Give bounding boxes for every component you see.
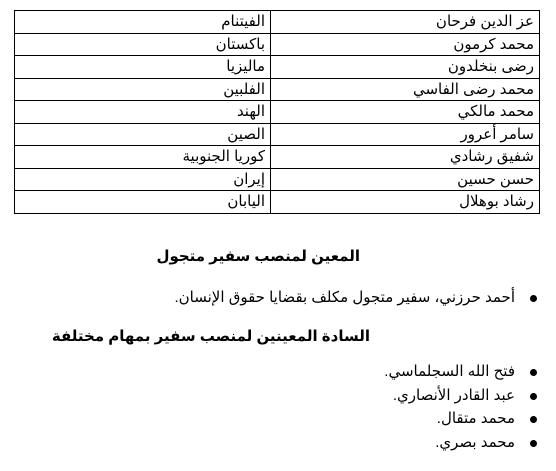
table-row [15, 11, 540, 34]
bullet-icon [530, 393, 537, 400]
ambassador-name-cell: محمد رضى الفاسي [271, 78, 540, 101]
country-cell: كوريا الجنوبية [15, 146, 271, 169]
table-row [15, 101, 540, 124]
country-cell: باكستان [15, 33, 271, 56]
country-cell: إيران [15, 168, 271, 191]
country-cell: الفيتنام [15, 11, 271, 34]
ambassador-assignments-table [14, 10, 540, 214]
ambassador-name-cell: محمد كرمون [271, 33, 540, 56]
bullet-icon [530, 416, 537, 423]
bullet-icon [530, 440, 537, 447]
bullet-icon [530, 295, 537, 302]
ambassador-name-cell: سامر أعرور [271, 123, 540, 146]
ambassador-name-cell: محمد مالكي [271, 101, 540, 124]
country-cell: الهند [15, 101, 271, 124]
ambassador-name-cell: حسن حسين [271, 168, 540, 191]
ambassador-name-cell: رضى بنخلدون [271, 56, 540, 79]
bullet-icon [530, 369, 537, 376]
table-row [15, 56, 540, 79]
roving-ambassador-heading: المعين لمنصب سفير متجول [156, 248, 360, 265]
list-item-text: فتح الله السجلماسي. [384, 363, 515, 380]
list-item-text: عبد القادر الأنصاري. [392, 386, 515, 404]
table-row [15, 123, 540, 146]
ambassador-name-cell: رشاد بوهلال [271, 191, 540, 214]
table-row [15, 33, 540, 56]
ambassador-name-cell: عز الدين فرحان [271, 11, 540, 34]
various-missions-list [384, 360, 542, 454]
country-cell: ماليزيا [15, 56, 271, 79]
list-item [175, 286, 543, 310]
list-item [384, 360, 542, 384]
list-item [384, 384, 542, 408]
various-missions-heading: السادة المعينين لمنصب سفير بمهام مختلفة [51, 328, 370, 345]
table-row [15, 168, 540, 191]
list-item-text: محمد متقال. [436, 410, 515, 427]
list-item-text: أحمد حرزني، سفير متجول مكلف بقضايا حقوق الإنسان. [174, 289, 515, 306]
table-row [15, 78, 540, 101]
country-cell: الفلبين [15, 78, 271, 101]
list-item [384, 407, 542, 431]
country-cell: الصين [15, 123, 271, 146]
table-row [15, 191, 540, 214]
ambassador-name-cell: شفيق رشادي [271, 146, 540, 169]
list-item-text: محمد بصري. [435, 433, 515, 451]
country-cell: اليابان [15, 191, 271, 214]
list-item [384, 431, 542, 455]
table-row [15, 146, 540, 169]
roving-ambassador-list [175, 286, 543, 310]
